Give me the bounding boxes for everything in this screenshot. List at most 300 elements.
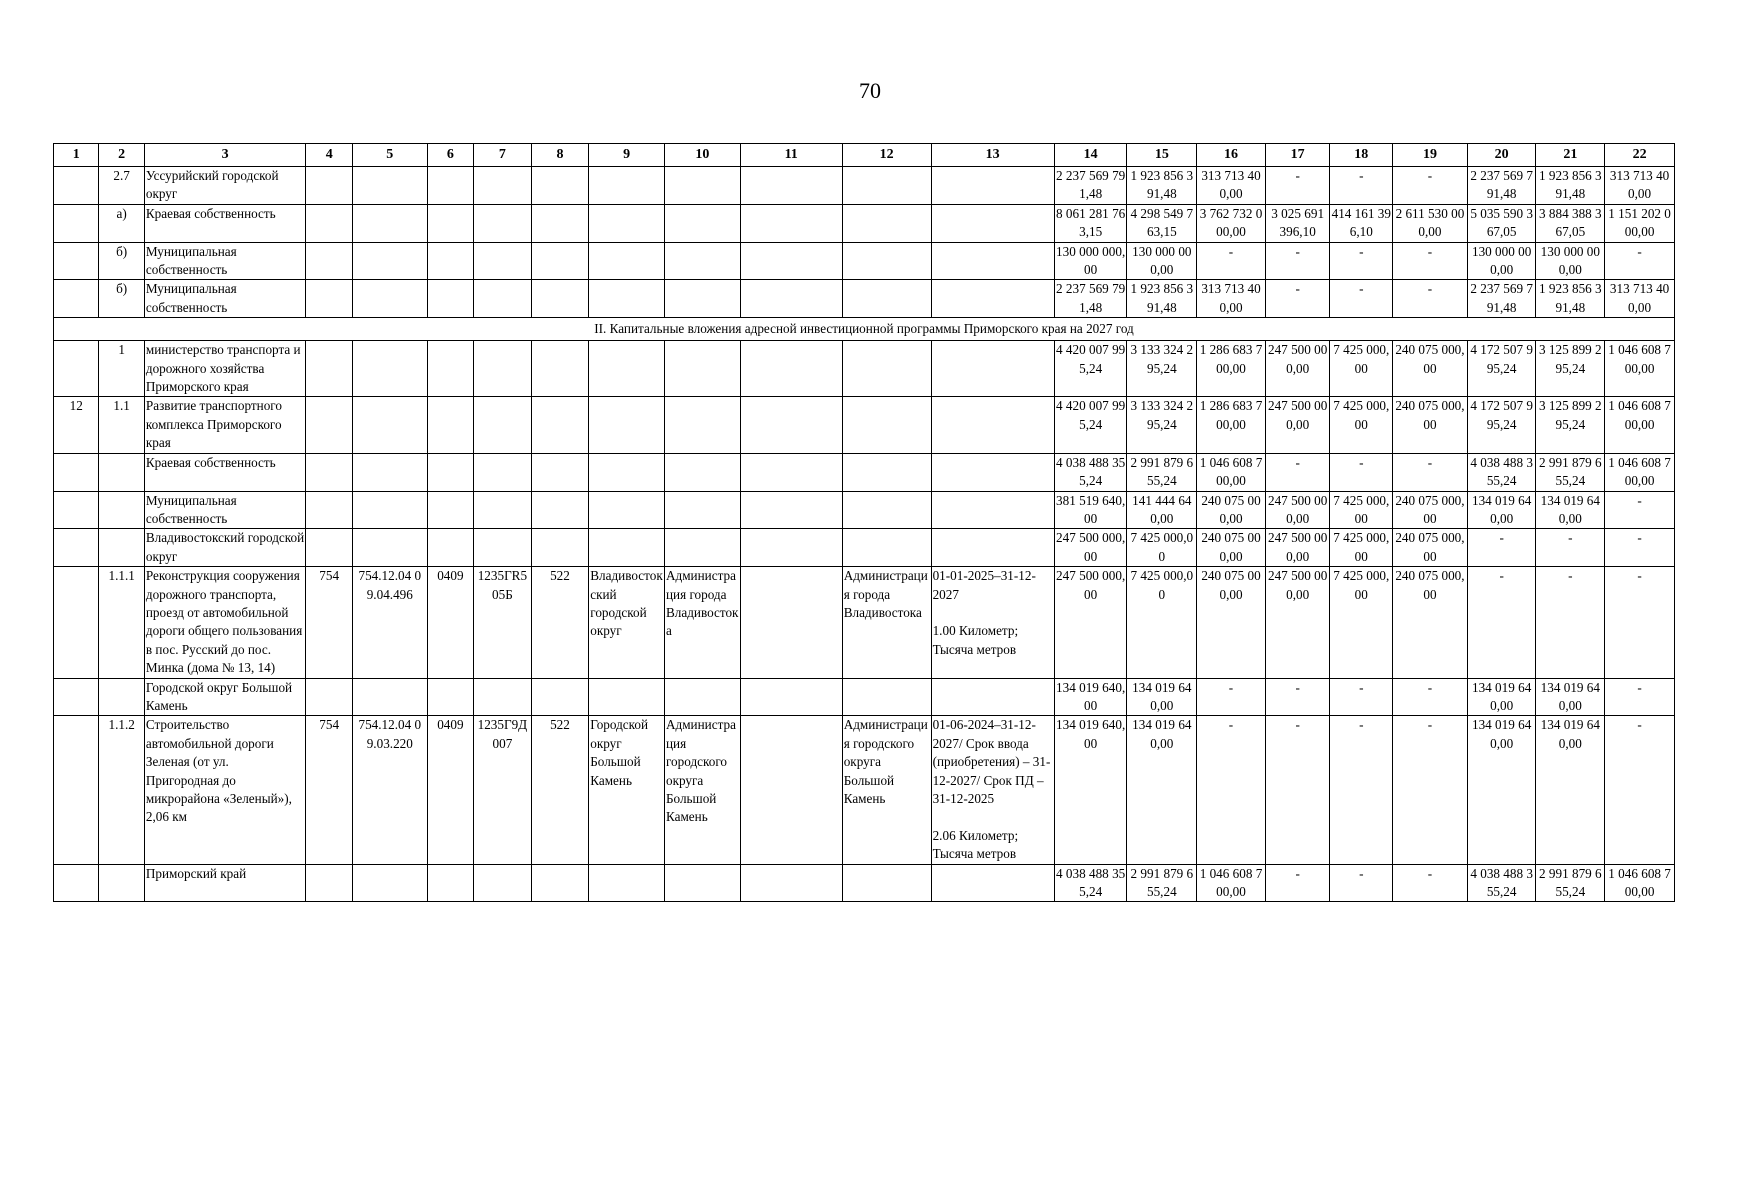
table-cell: 4 038 488 355,24 — [1054, 864, 1127, 902]
table-cell: 130 000 000,00 — [1536, 242, 1605, 280]
table-cell: 3 133 324 295,24 — [1127, 341, 1197, 397]
table-cell: - — [1265, 716, 1330, 864]
table-cell: 247 500 000,00 — [1265, 567, 1330, 678]
table-cell — [474, 242, 532, 280]
table-cell: 1.1.1 — [99, 567, 144, 678]
table-cell: 8 061 281 763,15 — [1054, 204, 1127, 242]
table-cell — [352, 397, 427, 453]
table-cell — [931, 453, 1054, 491]
table-cell — [306, 397, 352, 453]
table-cell: 4 172 507 995,24 — [1467, 341, 1536, 397]
table-cell: - — [1536, 567, 1605, 678]
table-cell — [474, 341, 532, 397]
table-cell: 3 125 899 295,24 — [1536, 341, 1605, 397]
table-cell — [474, 204, 532, 242]
table-row — [54, 567, 1675, 678]
table-cell — [740, 529, 842, 567]
table-cell — [352, 280, 427, 318]
table-cell — [931, 280, 1054, 318]
table-row — [54, 280, 1675, 318]
table-cell — [589, 242, 665, 280]
table-cell — [931, 864, 1054, 902]
table-cell — [427, 204, 473, 242]
table-cell: - — [1393, 167, 1468, 205]
table-cell: 134 019 640,00 — [1127, 678, 1197, 716]
column-header: 20 — [1467, 144, 1536, 167]
table-cell: 7 425 000,00 — [1127, 529, 1197, 567]
table-cell — [589, 678, 665, 716]
column-header: 21 — [1536, 144, 1605, 167]
table-cell: 4 172 507 995,24 — [1467, 397, 1536, 453]
table-cell — [99, 453, 144, 491]
table-cell: 2 611 530 000,00 — [1393, 204, 1468, 242]
table-cell — [54, 453, 99, 491]
table-cell: Администрация городского округа Большой Камень — [842, 716, 931, 864]
table-cell — [664, 204, 740, 242]
table-cell — [531, 280, 589, 318]
table-cell — [306, 864, 352, 902]
table-cell — [740, 341, 842, 397]
table-cell — [531, 491, 589, 529]
table-cell — [842, 204, 931, 242]
table-cell — [474, 397, 532, 453]
table-cell: - — [1393, 242, 1468, 280]
table-cell — [352, 453, 427, 491]
table-cell: - — [1330, 242, 1393, 280]
table-cell — [54, 242, 99, 280]
table-cell: 313 713 400,00 — [1197, 167, 1266, 205]
table-cell — [352, 242, 427, 280]
table-body — [54, 167, 1675, 902]
table-cell — [352, 864, 427, 902]
table-cell — [54, 167, 99, 205]
table-cell — [54, 491, 99, 529]
column-header: 13 — [931, 144, 1054, 167]
table-cell — [664, 280, 740, 318]
table-cell: 1 923 856 391,48 — [1536, 280, 1605, 318]
table-cell: Муниципальная собственность — [144, 280, 306, 318]
table-cell: Городской округ Большой Камень — [144, 678, 306, 716]
table-cell — [931, 529, 1054, 567]
table-cell: 2 991 879 655,24 — [1127, 453, 1197, 491]
column-header: 16 — [1197, 144, 1266, 167]
table-cell — [842, 341, 931, 397]
table-cell: 1.1.2 — [99, 716, 144, 864]
table-cell: 240 075 000,00 — [1197, 491, 1266, 529]
table-cell: 754.12.04 09.04.496 — [352, 567, 427, 678]
table-cell — [54, 864, 99, 902]
table-row — [54, 341, 1675, 397]
table-cell — [842, 491, 931, 529]
table-cell: 2 237 569 791,48 — [1467, 280, 1536, 318]
table-cell: - — [1393, 453, 1468, 491]
table-cell: 247 500 000,00 — [1054, 567, 1127, 678]
table-cell: - — [1393, 678, 1468, 716]
table-cell — [531, 204, 589, 242]
table-cell: - — [1265, 167, 1330, 205]
table-cell: - — [1605, 678, 1675, 716]
table-cell — [740, 678, 842, 716]
table-cell: - — [1197, 716, 1266, 864]
table-cell: 240 075 000,00 — [1197, 567, 1266, 678]
table-cell — [306, 453, 352, 491]
table-cell: - — [1393, 280, 1468, 318]
table-row — [54, 491, 1675, 529]
column-header: 3 — [144, 144, 306, 167]
table-cell: 1 046 608 700,00 — [1197, 453, 1266, 491]
table-cell — [842, 397, 931, 453]
table-cell: 1 046 608 700,00 — [1605, 864, 1675, 902]
table-cell — [664, 529, 740, 567]
table-cell — [740, 453, 842, 491]
table-cell — [306, 167, 352, 205]
table-row — [54, 529, 1675, 567]
table-cell — [589, 204, 665, 242]
table-cell: - — [1265, 242, 1330, 280]
table-cell — [842, 167, 931, 205]
table-cell: - — [1605, 716, 1675, 864]
table-cell: 2 991 879 655,24 — [1536, 453, 1605, 491]
column-header: 8 — [531, 144, 589, 167]
table-row — [54, 453, 1675, 491]
table-cell: 141 444 640,00 — [1127, 491, 1197, 529]
column-header: 15 — [1127, 144, 1197, 167]
table-cell — [531, 678, 589, 716]
table-cell — [664, 453, 740, 491]
table-cell — [306, 529, 352, 567]
table-cell: 01-01-2025–31-12-2027 1.00 Километр; Тысяча метров — [931, 567, 1054, 678]
table-cell: 1 286 683 700,00 — [1197, 397, 1266, 453]
table-cell — [842, 678, 931, 716]
table-cell — [931, 242, 1054, 280]
table-cell: 313 713 400,00 — [1605, 280, 1675, 318]
table-cell — [531, 397, 589, 453]
table-cell: Краевая собственность — [144, 204, 306, 242]
table-cell — [740, 204, 842, 242]
table-cell: 754 — [306, 716, 352, 864]
table-cell: - — [1393, 864, 1468, 902]
column-header: 22 — [1605, 144, 1675, 167]
table-cell: 313 713 400,00 — [1605, 167, 1675, 205]
table-cell: б) — [99, 280, 144, 318]
table-cell: 522 — [531, 716, 589, 864]
table-cell — [352, 529, 427, 567]
table-cell: 4 420 007 995,24 — [1054, 341, 1127, 397]
table-cell: Муниципальная собственность — [144, 491, 306, 529]
column-header: 7 — [474, 144, 532, 167]
column-header: 6 — [427, 144, 473, 167]
table-cell — [740, 397, 842, 453]
table-cell: 247 500 000,00 — [1265, 491, 1330, 529]
table-cell — [842, 529, 931, 567]
table-cell — [54, 529, 99, 567]
table-cell: 381 519 640,00 — [1054, 491, 1127, 529]
table-cell: 7 425 000,00 — [1330, 341, 1393, 397]
table-cell: Администрация города Владивостока — [842, 567, 931, 678]
table-cell — [531, 453, 589, 491]
table-cell — [474, 864, 532, 902]
table-cell — [664, 678, 740, 716]
table-cell: 4 038 488 355,24 — [1054, 453, 1127, 491]
table-cell: 4 420 007 995,24 — [1054, 397, 1127, 453]
table-row — [54, 204, 1675, 242]
table-cell — [931, 341, 1054, 397]
table-cell: 1 923 856 391,48 — [1127, 167, 1197, 205]
column-header: 1 — [54, 144, 99, 167]
table-cell — [54, 567, 99, 678]
table-cell: 3 125 899 295,24 — [1536, 397, 1605, 453]
table-cell: Администрация города Владивостока — [664, 567, 740, 678]
table-cell: 3 762 732 000,00 — [1197, 204, 1266, 242]
table-cell: 130 000 000,00 — [1127, 242, 1197, 280]
table-cell: 1 286 683 700,00 — [1197, 341, 1266, 397]
table-cell — [352, 341, 427, 397]
table-cell — [842, 280, 931, 318]
table-cell — [931, 678, 1054, 716]
table-cell — [531, 341, 589, 397]
table-cell: 7 425 000,00 — [1330, 567, 1393, 678]
table-cell: Администрация городского округа Большой Камень — [664, 716, 740, 864]
table-cell — [427, 167, 473, 205]
table-cell — [589, 491, 665, 529]
table-cell: 134 019 640,00 — [1536, 678, 1605, 716]
table-cell: 247 500 000,00 — [1265, 341, 1330, 397]
table-cell — [54, 280, 99, 318]
table-cell — [427, 491, 473, 529]
table-cell — [99, 529, 144, 567]
table-cell: - — [1197, 242, 1266, 280]
table-cell: 1235ГR505Б — [474, 567, 532, 678]
table-cell: 0409 — [427, 567, 473, 678]
table-cell: - — [1605, 567, 1675, 678]
table-cell: 12 — [54, 397, 99, 453]
table-cell: 1 046 608 700,00 — [1197, 864, 1266, 902]
table-cell: Реконструкция сооружения дорожного транспорта, проезд от автомобильной дороги общего пользования в пос. Русский до пос. Минка (дома № 13, 14) — [144, 567, 306, 678]
table-cell — [352, 491, 427, 529]
table-cell: - — [1330, 716, 1393, 864]
table-cell: 754.12.04 09.03.220 — [352, 716, 427, 864]
table-cell — [589, 864, 665, 902]
column-header: 11 — [740, 144, 842, 167]
column-header: 2 — [99, 144, 144, 167]
table-cell: 240 075 000,00 — [1393, 491, 1468, 529]
table-cell: 3 025 691 396,10 — [1265, 204, 1330, 242]
table-cell — [306, 678, 352, 716]
table-cell — [352, 678, 427, 716]
table-cell: 2 991 879 655,24 — [1127, 864, 1197, 902]
table-header — [54, 144, 1675, 167]
table-cell — [740, 567, 842, 678]
table-cell — [352, 167, 427, 205]
table-cell: 7 425 000,00 — [1330, 529, 1393, 567]
table-cell: 7 425 000,00 — [1330, 397, 1393, 453]
table-cell — [474, 491, 532, 529]
table-cell — [99, 864, 144, 902]
table-cell — [474, 167, 532, 205]
section-row — [54, 318, 1675, 341]
table-cell: 134 019 640,00 — [1536, 716, 1605, 864]
table-cell — [427, 678, 473, 716]
table-cell — [54, 678, 99, 716]
table-cell — [531, 167, 589, 205]
table-cell — [427, 397, 473, 453]
table-cell: - — [1605, 242, 1675, 280]
column-header: 4 — [306, 144, 352, 167]
table-cell: 134 019 640,00 — [1467, 491, 1536, 529]
table-cell — [740, 716, 842, 864]
table-cell: 240 075 000,00 — [1393, 567, 1468, 678]
table-cell: 1 923 856 391,48 — [1536, 167, 1605, 205]
table-cell — [531, 529, 589, 567]
table-cell: - — [1330, 453, 1393, 491]
table-cell — [54, 204, 99, 242]
table-cell: 2 991 879 655,24 — [1536, 864, 1605, 902]
table-cell — [352, 204, 427, 242]
table-cell: 414 161 396,10 — [1330, 204, 1393, 242]
table-cell: 2 237 569 791,48 — [1054, 280, 1127, 318]
table-cell — [54, 341, 99, 397]
table-cell — [842, 242, 931, 280]
table-cell: 4 038 488 355,24 — [1467, 453, 1536, 491]
table-cell: 1 046 608 700,00 — [1605, 397, 1675, 453]
table-row — [54, 167, 1675, 205]
table-cell: 134 019 640,00 — [1127, 716, 1197, 864]
table-cell: министерство транспорта и дорожного хозяйства Приморского края — [144, 341, 306, 397]
table-cell: Уссурийский городской округ — [144, 167, 306, 205]
column-header: 9 — [589, 144, 665, 167]
column-header: 10 — [664, 144, 740, 167]
table-cell — [589, 167, 665, 205]
table-cell: - — [1330, 678, 1393, 716]
table-cell — [931, 204, 1054, 242]
table-cell — [531, 864, 589, 902]
table-cell — [589, 280, 665, 318]
table-cell: Развитие транспортного комплекса Приморского края — [144, 397, 306, 453]
column-header: 5 — [352, 144, 427, 167]
investment-program-table — [53, 143, 1675, 902]
table-cell: - — [1330, 864, 1393, 902]
table-cell — [427, 453, 473, 491]
table-cell: 130 000 000,00 — [1054, 242, 1127, 280]
table-cell — [931, 167, 1054, 205]
table-cell — [589, 341, 665, 397]
table-cell: 522 — [531, 567, 589, 678]
table-cell — [664, 242, 740, 280]
table-cell: 134 019 640,00 — [1054, 716, 1127, 864]
table-cell — [664, 864, 740, 902]
table-row — [54, 716, 1675, 864]
table-cell: 1 046 608 700,00 — [1605, 341, 1675, 397]
table-cell: 1 — [99, 341, 144, 397]
table-cell: - — [1197, 678, 1266, 716]
table-cell — [306, 204, 352, 242]
table-cell — [740, 491, 842, 529]
table-row — [54, 242, 1675, 280]
table-cell — [664, 341, 740, 397]
table-cell — [474, 453, 532, 491]
table-cell: - — [1265, 280, 1330, 318]
table-cell: - — [1605, 529, 1675, 567]
table-cell: - — [1265, 453, 1330, 491]
table-cell: 7 425 000,00 — [1330, 491, 1393, 529]
table-cell — [427, 864, 473, 902]
table-cell: - — [1467, 567, 1536, 678]
column-header: 14 — [1054, 144, 1127, 167]
table-cell: 313 713 400,00 — [1197, 280, 1266, 318]
table-cell: а) — [99, 204, 144, 242]
table-cell: - — [1330, 167, 1393, 205]
table-cell: 240 075 000,00 — [1393, 341, 1468, 397]
table-cell: - — [1265, 864, 1330, 902]
table-cell: - — [1467, 529, 1536, 567]
column-header: 19 — [1393, 144, 1468, 167]
table-cell — [589, 397, 665, 453]
table-cell: 247 500 000,00 — [1265, 529, 1330, 567]
table-row — [54, 678, 1675, 716]
table-cell — [664, 167, 740, 205]
table-row — [54, 397, 1675, 453]
table-cell: 4 298 549 763,15 — [1127, 204, 1197, 242]
table-cell: - — [1393, 716, 1468, 864]
table-cell — [740, 242, 842, 280]
table-cell — [306, 242, 352, 280]
table-cell: Приморский край — [144, 864, 306, 902]
table-cell: 134 019 640,00 — [1536, 491, 1605, 529]
table-cell: 1 151 202 000,00 — [1605, 204, 1675, 242]
table-cell: 247 500 000,00 — [1054, 529, 1127, 567]
table-cell — [474, 280, 532, 318]
table-cell: 2.7 — [99, 167, 144, 205]
table-cell — [474, 529, 532, 567]
table-cell: - — [1330, 280, 1393, 318]
table-cell — [427, 280, 473, 318]
table-cell — [427, 242, 473, 280]
table-cell: Владивостокский городской округ — [144, 529, 306, 567]
table-cell — [664, 491, 740, 529]
table-cell — [306, 341, 352, 397]
table-cell — [740, 864, 842, 902]
table-cell — [531, 242, 589, 280]
table-cell — [54, 716, 99, 864]
table-cell: Строительство автомобильной дороги Зеленая (от ул. Пригородная до микрорайона «Зеленый»), 2,06 км — [144, 716, 306, 864]
table-cell — [664, 397, 740, 453]
table-cell: 240 075 000,00 — [1393, 397, 1468, 453]
table-cell: 1 046 608 700,00 — [1605, 453, 1675, 491]
table-cell — [589, 529, 665, 567]
table-cell: 1 923 856 391,48 — [1127, 280, 1197, 318]
column-header: 12 — [842, 144, 931, 167]
section-title: II. Капитальные вложения адресной инвестиционной программы Приморского края на 2027 год — [54, 318, 1675, 341]
table-cell: б) — [99, 242, 144, 280]
table-cell: 2 237 569 791,48 — [1467, 167, 1536, 205]
table-cell: 4 038 488 355,24 — [1467, 864, 1536, 902]
table-cell: 1235Г9Д007 — [474, 716, 532, 864]
page-number: 70 — [859, 78, 881, 103]
table-cell: 240 075 000,00 — [1393, 529, 1468, 567]
table-cell: 240 075 000,00 — [1197, 529, 1266, 567]
table-cell — [740, 167, 842, 205]
column-header: 17 — [1265, 144, 1330, 167]
column-header: 18 — [1330, 144, 1393, 167]
table-cell: 2 237 569 791,48 — [1054, 167, 1127, 205]
table-cell: 01-06-2024–31-12-2027/ Срок ввода (приобретения) – 31-12-2027/ Срок ПД – 31-12-2025 2.06 Километр; Тысяча метров — [931, 716, 1054, 864]
table-cell — [306, 280, 352, 318]
table-cell: 134 019 640,00 — [1467, 716, 1536, 864]
table-cell — [931, 397, 1054, 453]
table-cell — [427, 529, 473, 567]
table-cell — [99, 491, 144, 529]
table-cell: 0409 — [427, 716, 473, 864]
